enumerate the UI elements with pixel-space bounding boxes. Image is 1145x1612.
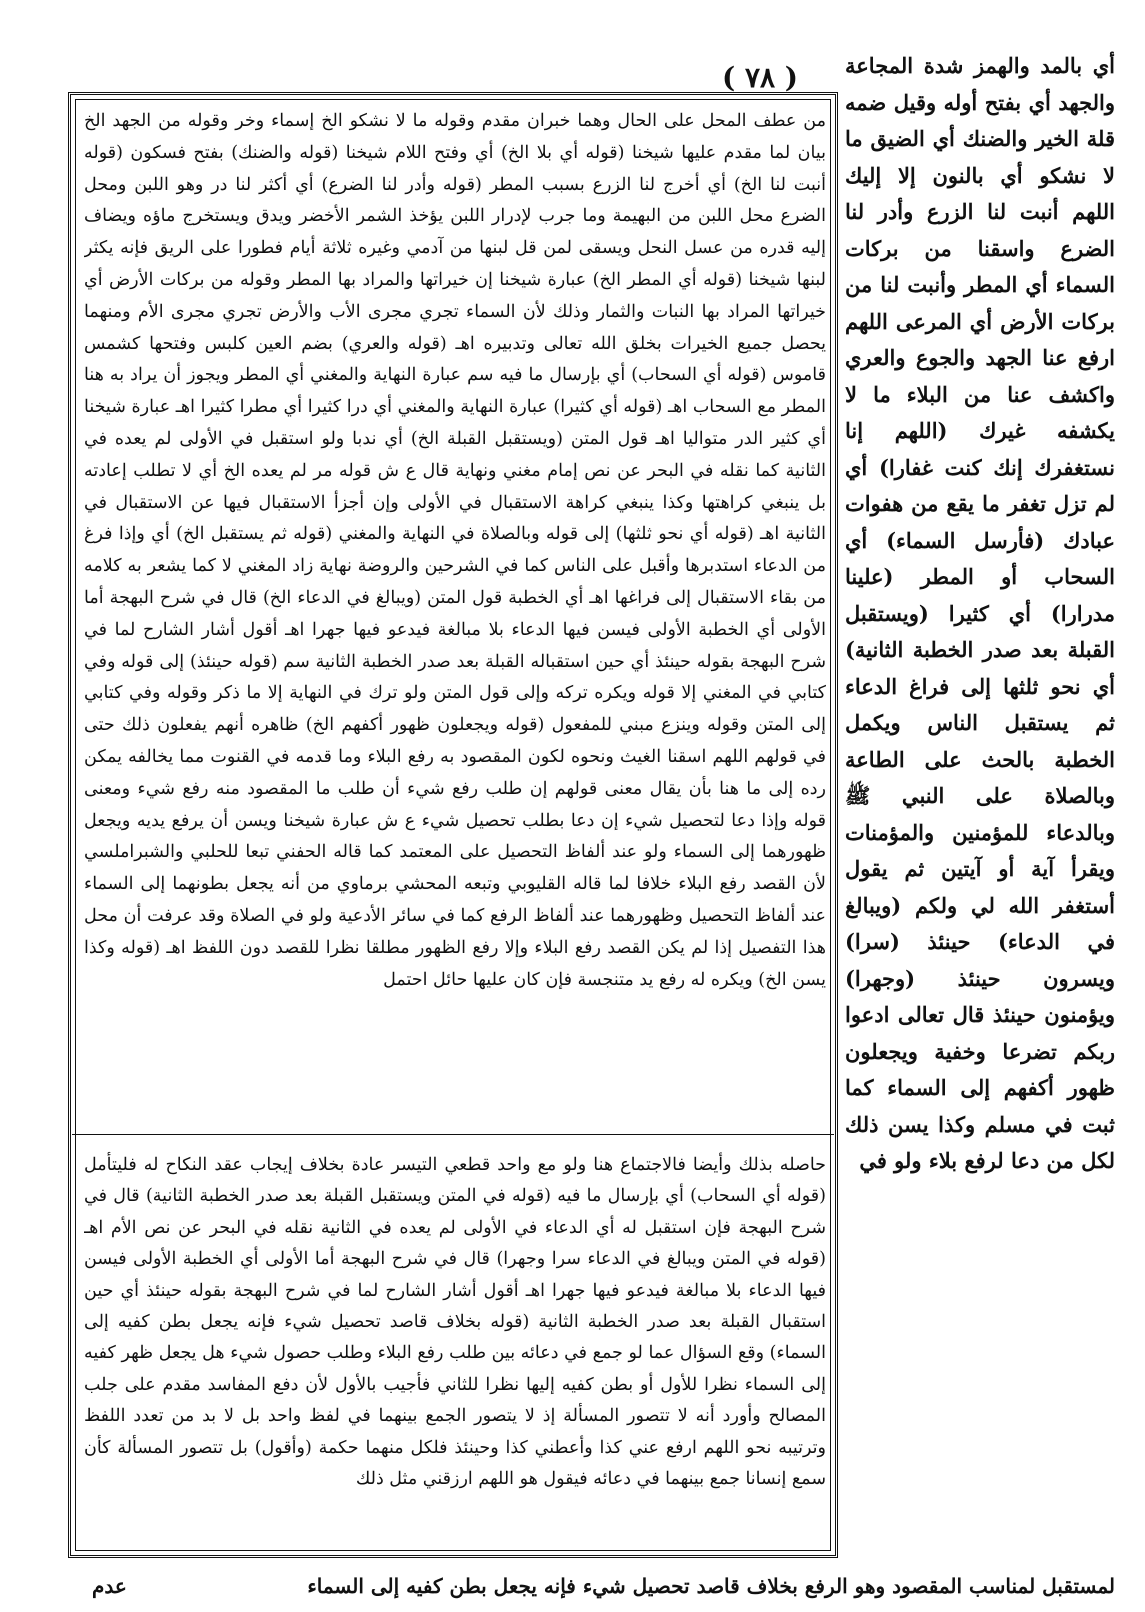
margin-paragraph: أي بالمد والهمز شدة المجاعة والجهد أي بفتح أوله وقيل ضمه قلة الخير والضنك أي الضيق ما لا نشكو أي بالنون إلا إليك اللهم أنبت لنا الزرع وأدر لنا الضرع واسقنا من بركات السماء أي المطر وأنبت لنا من بركات الأرض أي المرعى اللهم ارفع عنا الجهد والجوع والعري واكشف عنا من البلاء ما لا يكشفه غيرك (اللهم إنا نستغفرك إنك كنت غفارا) أي لم تزل تغفر ما يقع من هفوات عبادك (فأرسل السماء) أي السحاب أو المطر (علينا مدرارا) أي كثيرا (ويستقبل القبلة بعد صدر الخطبة الثانية) أي نحو ثلثها إلى فراغ الدعاء ثم يستقبل الناس ويكمل الخطبة بالحث على الطاعة وبالصلاة على النبي ﷺ وبالدعاء للمؤمنين والمؤمنات ويقرأ آية أو آيتين ثم يقول أستغفر الله لي ولكم (ويبالغ في الدعاء) حينئذ (سرا) ويسرون حينئذ (وجهرا) ويؤمنون حينئذ قال تعالى ادعوا ربكم تضرعا وخفية ويجعلون ظهور أكفهم إلى السماء كما ثبت في مسلم وكذا يسن ذلك لكل من دعا لرفع بلاء ولو في (845, 53, 1115, 1173)
lower-commentary (84, 1150, 826, 1545)
bottom-text-line: لمستقبل لمناسب المقصود وهو الرفع بخلاف قاصد تحصيل شيء فإنه يجعل بطن كفيه إلى السماء (307, 1574, 1115, 1598)
lower-commentary-text: حاصله بذلك وأيضا فالاجتماع هنا ولو مع واحد قطعي التيسر عادة بخلاف إيجاب عقد النكاح له فليتأمل (قوله أي السحاب) أي بإرسال ما فيه (قوله في المتن ويستقبل القبلة بعد صدر الخطبة الثانية) قال في شرح البهجة فإن استقبل له أي الدعاء في الأولى لم يعده في الثانية نقله في البحر عن نص الأم اهـ (قوله في المتن ويبالغ في الدعاء سرا وجهرا) قال في شرح البهجة أما الأولى أي الخطبة الأولى فيسن فيها الدعاء بلا مبالغة فيدعو فيها جهرا اهـ أقول أشار الشارح لما في شرح البهجة بقوله حينئذ أي حين استقبال القبلة بعد صدر الخطبة الثانية (قوله بخلاف قاصد تحصيل شيء فإنه يجعل بطن كفيه إلى السماء) وقع السؤال عما لو جمع في دعائه بين طلب رفع البلاء وطلب حصول شيء هل يجعل ظهر كفيه إلى السماء نظرا للأول أو بطن كفيه إليها نظرا للثاني فأجيب بالأول لأن دفع المفاسد مقدم على جلب المصالح وأورد أنه لا تتصور المسألة إذ لا يتصور الجمع بينهما في لفظ واحد بل لا بد من تعدد اللفظ وترتيبه نحو اللهم ارفع عني كذا وأعطني كذا وحينئذ فلكل منهما حكمة (وأقول) بل تتصور المسألة كأن سمع إنسانا جمع بينهما في دعائه فيقول هو اللهم ارزقني مثل ذلك (84, 1155, 826, 1490)
page-number: ( ٧٨ ) (721, 61, 799, 94)
section-divider (72, 1134, 834, 1135)
upper-commentary-text: من عطف المحل على الحال وهما خبران مقدم وقوله ما لا نشكو الخ إسماء وخر وقوله من الجهد الخ بيان لما مقدم عليها شيخنا (قوله أي بلا الخ) أي وفتح اللام شيخنا (قوله والضنك) بفتح فسكون (قوله أنبت لنا الخ) أي أخرج لنا الزرع بسبب المطر (قوله وأدر لنا الضرع) أي أكثر لنا در وهو اللبن ومحل الضرع محل اللبن من البهيمة وما جرب لإدرار اللبن يؤخذ الشمر الأخضر ويدق ويستخرج ماؤه ويضاف إليه قدره من عسل النحل ويسقى لمن قل لبنها من آدمي وغيره ثلاثة أيام فطورا على الريق فإنه يكثر لبنها شيخنا (قوله أي المطر الخ) عبارة شيخنا إن خيراتها والمراد بها المطر وقوله من بركات الأرض أي خيراتها المراد بها النبات والثمار وذلك لأن السماء تجري مجرى الأب والأرض تجري مجرى الأم ومنهما يحصل جميع الخيرات بخلق الله تعالى وتدبيره اهـ (قوله والعري) بضم العين كلبس وفتحها كشمس قاموس (قوله أي السحاب) أي بإرسال ما فيه سم عبارة النهاية والمغني أي المطر ويجوز أن يراد به هنا المطر مع السحاب اهـ (قوله أي كثيرا) عبارة النهاية والمغني أي درا كثيرا أي مطرا كثيرا اهـ عبارة شيخنا أي كثير الدر متواليا اهـ قول المتن (ويستقبل القبلة الخ) أي ندبا ولو استقبل في الأولى لم يعده في الثانية كما نقله في البحر عن نص إمام مغني ونهاية قال ع ش قوله مر لم يعده الخ أي لا تطلب إعادته بل ينبغي كراهتها وكذا ينبغي كراهة الاستقبال في الأولى وإن أجزأ الاستقبال فيها عن الاستقبال في الثانية اهـ (قوله أي نحو ثلثها) إلى قوله وبالصلاة في النهاية والمغني (قوله ثم يستقبل الخ) أي وإذا فرغ من الدعاء استدبرها وأقبل على الناس كما في الشرحين والروضة نهاية زاد المغني لا كما يشعر به كلامه من بقاء الاستقبال إلى فراغها اهـ أي الخطبة قول المتن (ويبالغ في الدعاء الخ) قال في شرح البهجة أما الأولى أي الخطبة الأولى فيسن فيها الدعاء بلا مبالغة فيدعو فيها جهرا اهـ أقول أشار الشارح لما في شرح البهجة بقوله حينئذ أي حين استقباله القبلة بعد صدر الخطبة الثانية سم (قوله حينئذ) إلى قوله وفي كتابي في المغني إلا قوله ويكره تركه وإلى قول المتن ولو ترك في النهاية إلا ما ذكر وقوله وفي كتابي إلى المتن وقوله وينزع مبني للمفعول (قوله ويجعلون ظهور أكفهم الخ) ظاهره أنهم يفعلون ذلك حتى في قولهم اللهم اسقنا الغيث ونحوه لكون المقصود به رفع البلاء وما قدمه في القنوت مما يخالفه يمكن رده إلى ما هنا بأن يقال معنى قولهم إن طلب رفع شيء أن طلب ما المقصود منه رفع شيء ومعنى قوله وإذا دعا لتحصيل شيء إن دعا بطلب تحصيل شيء ع ش عبارة شيخنا ويسن أن يرفع يديه ويجعل ظهورهما إلى السماء ولو عند ألفاظ التحصيل على المعتمد كما قاله الحفني تبعا للحلبي والشبراملسي لأن القصد رفع البلاء خلافا لما قاله القليوبي وتبعه المحشي برماوي من أنه يجعل بطونهما إلى السماء عند ألفاظ التحصيل وظهورهما عند ألفاظ الرفع كما في سائر الأدعية ولو في الصلاة وقد عرفت أن محل هذا التفصيل إذا لم يكن القصد رفع البلاء وإلا رفع الظهور مطلقا نظرا للقصد دون اللفظ اهـ (قوله وكذا يسن الخ) ويكره له رفع يد متنجسة فإن كان عليها حائل احتمل (84, 111, 826, 990)
margin-main-text (845, 48, 1115, 1548)
catchword: عدم (92, 1574, 127, 1598)
upper-commentary (84, 106, 826, 1122)
